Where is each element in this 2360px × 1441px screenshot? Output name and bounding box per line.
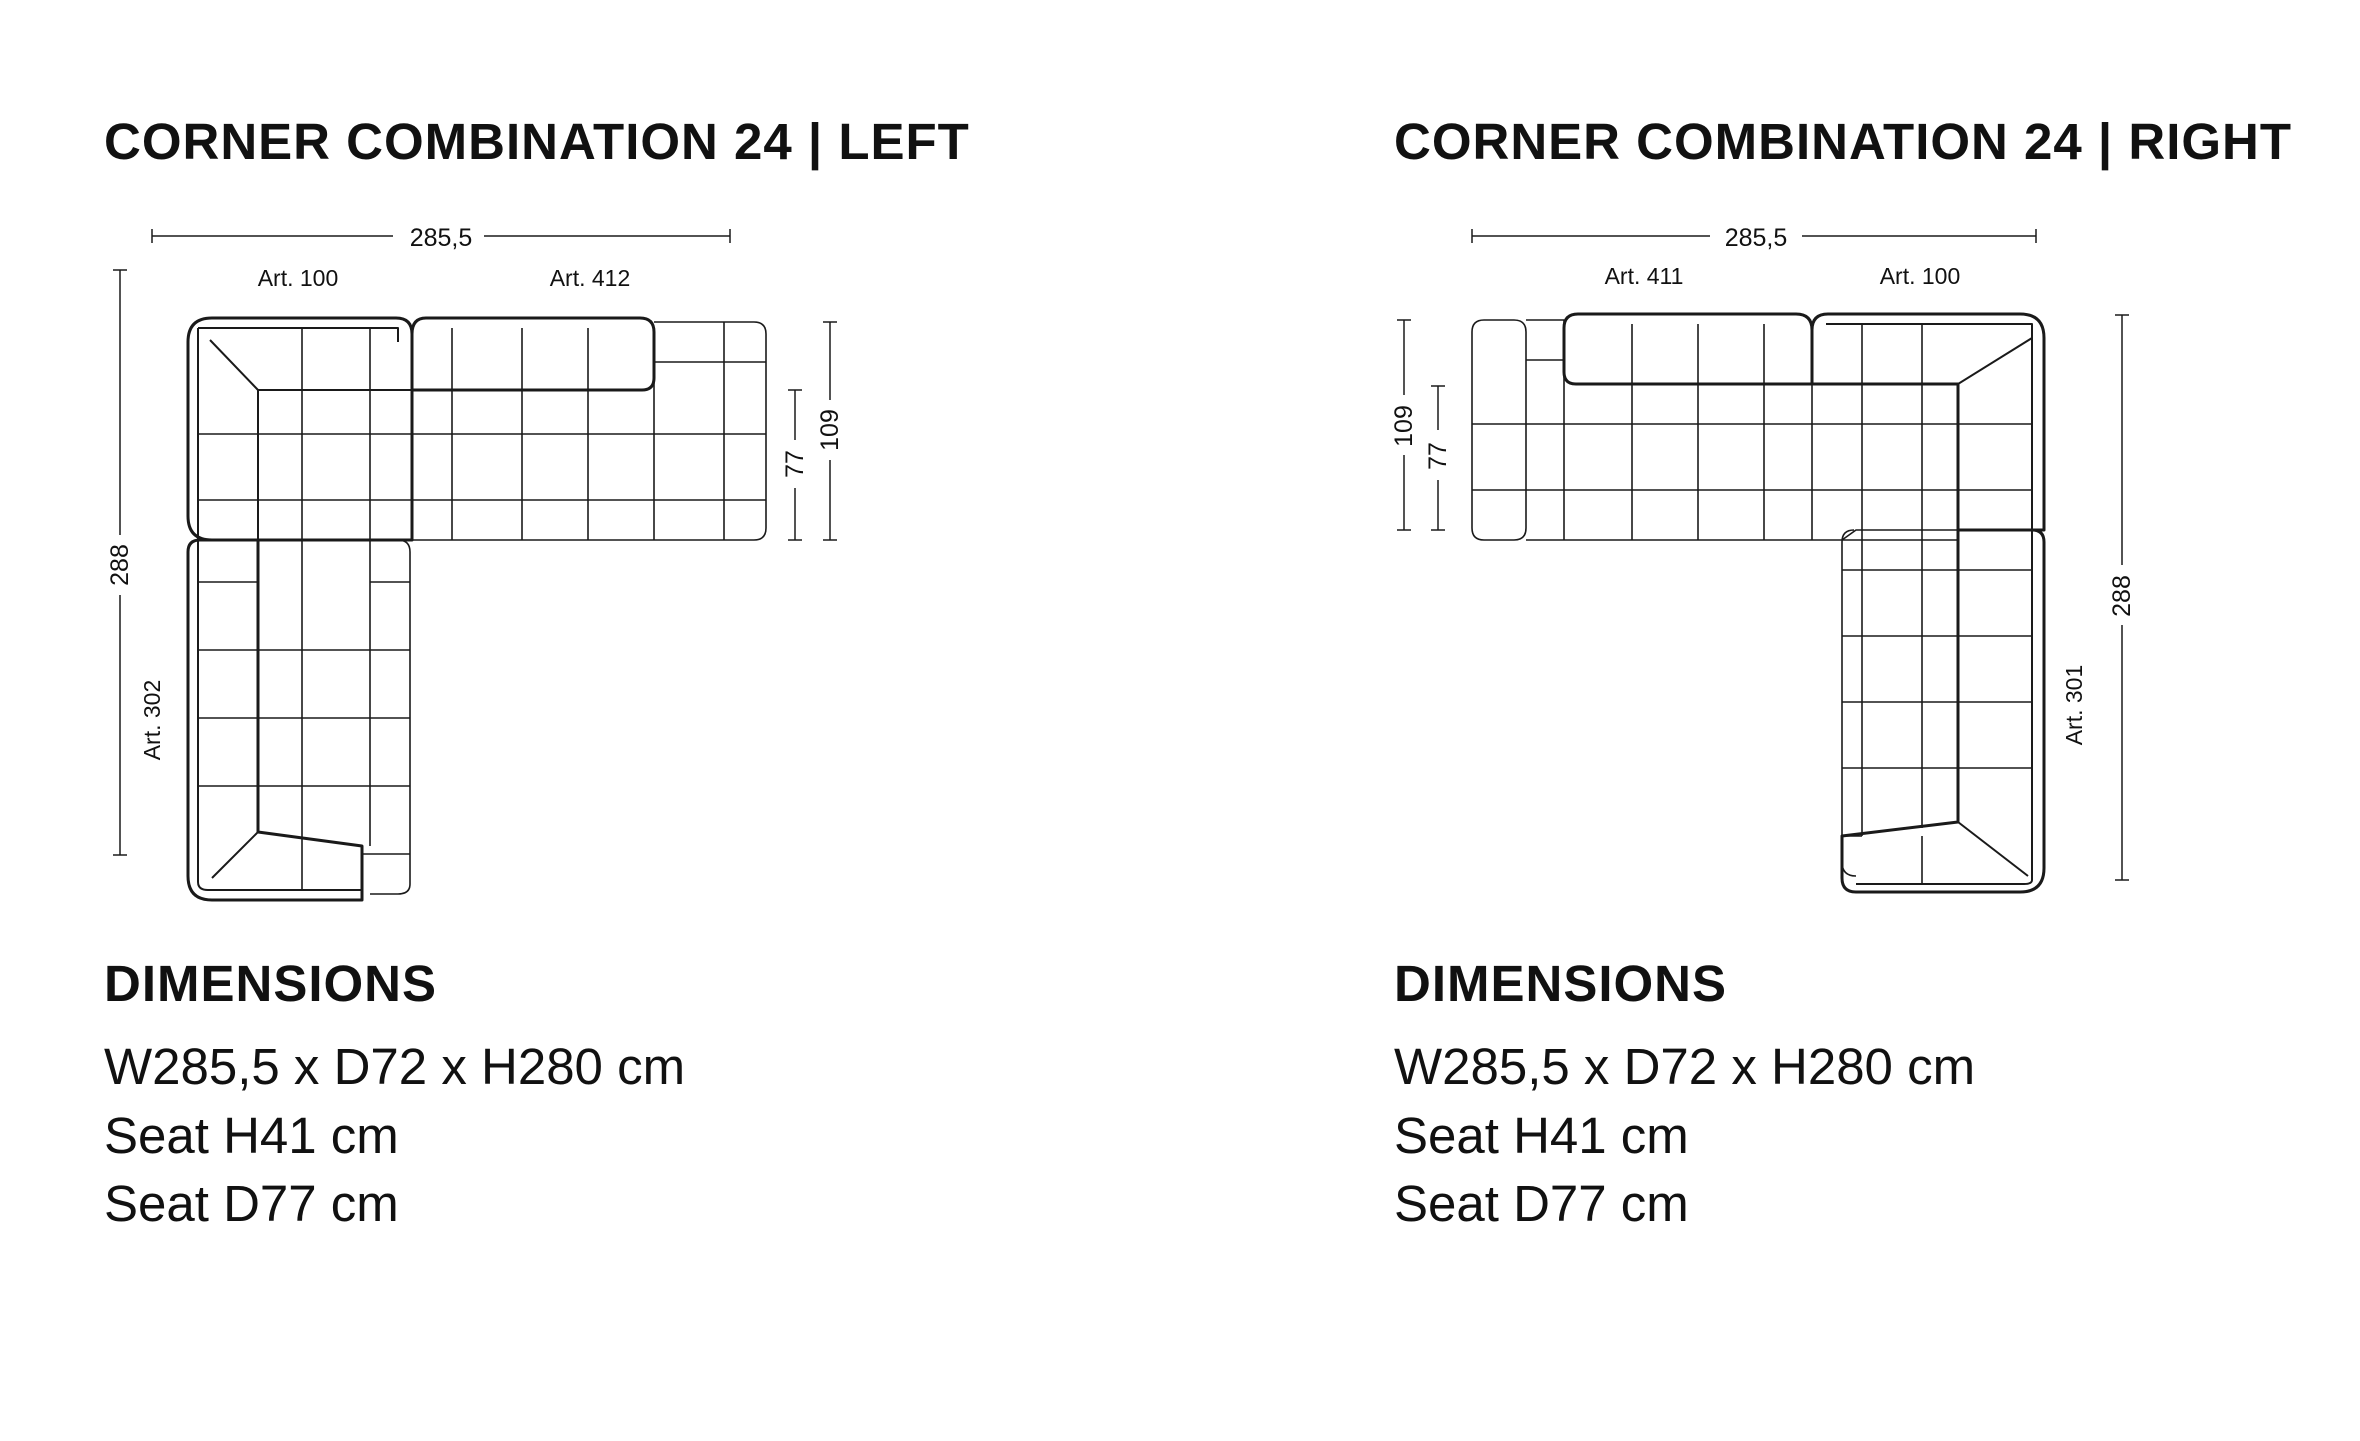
label-height: 288 [106, 544, 134, 586]
label-width: 285,5 [409, 224, 473, 252]
label-art-top-1: Art. 100 [257, 265, 339, 291]
label-width: 285,5 [1724, 224, 1788, 252]
panel-corner-right [1180, 0, 2360, 1441]
label-depth-outer: 109 [816, 409, 844, 451]
label-art-top-2: Art. 412 [549, 265, 631, 291]
label-art-side: Art. 302 [139, 679, 165, 761]
title-corner-left: CORNER COMBINATION 24 | LEFT [104, 113, 970, 170]
spec-seat-height-left: Seat H41 cm [104, 1107, 399, 1164]
label-depth-outer: 109 [1390, 405, 1418, 447]
spec-overall-right: W285,5 x D72 x H280 cm [1394, 1038, 1976, 1095]
corner-backrest-outer [1812, 314, 2044, 530]
label-art-top-1: Art. 411 [1604, 263, 1684, 289]
top-backrest [1564, 314, 1812, 384]
spec-seat-depth-right: Seat D77 cm [1394, 1175, 1689, 1232]
dimensions-heading-left: DIMENSIONS [104, 955, 438, 1012]
spec-seat-height-right: Seat H41 cm [1394, 1107, 1689, 1164]
spec-overall-left: W285,5 x D72 x H280 cm [104, 1038, 686, 1095]
side-backrest [188, 540, 362, 900]
spec-seat-depth-left: Seat D77 cm [104, 1175, 399, 1232]
sofa-diagram-right [1180, 0, 2360, 1441]
title-corner-right: CORNER COMBINATION 24 | RIGHT [1394, 113, 2293, 170]
label-depth-seat: 77 [781, 450, 809, 478]
label-height: 288 [2108, 575, 2136, 617]
side-backrest [1842, 530, 2044, 892]
top-backrest [412, 318, 654, 390]
dimensions-heading-right: DIMENSIONS [1394, 955, 1728, 1012]
label-art-top-2: Art. 100 [1879, 263, 1961, 289]
label-depth-seat: 77 [1424, 442, 1452, 470]
label-art-side: Art. 301 [2061, 664, 2087, 746]
